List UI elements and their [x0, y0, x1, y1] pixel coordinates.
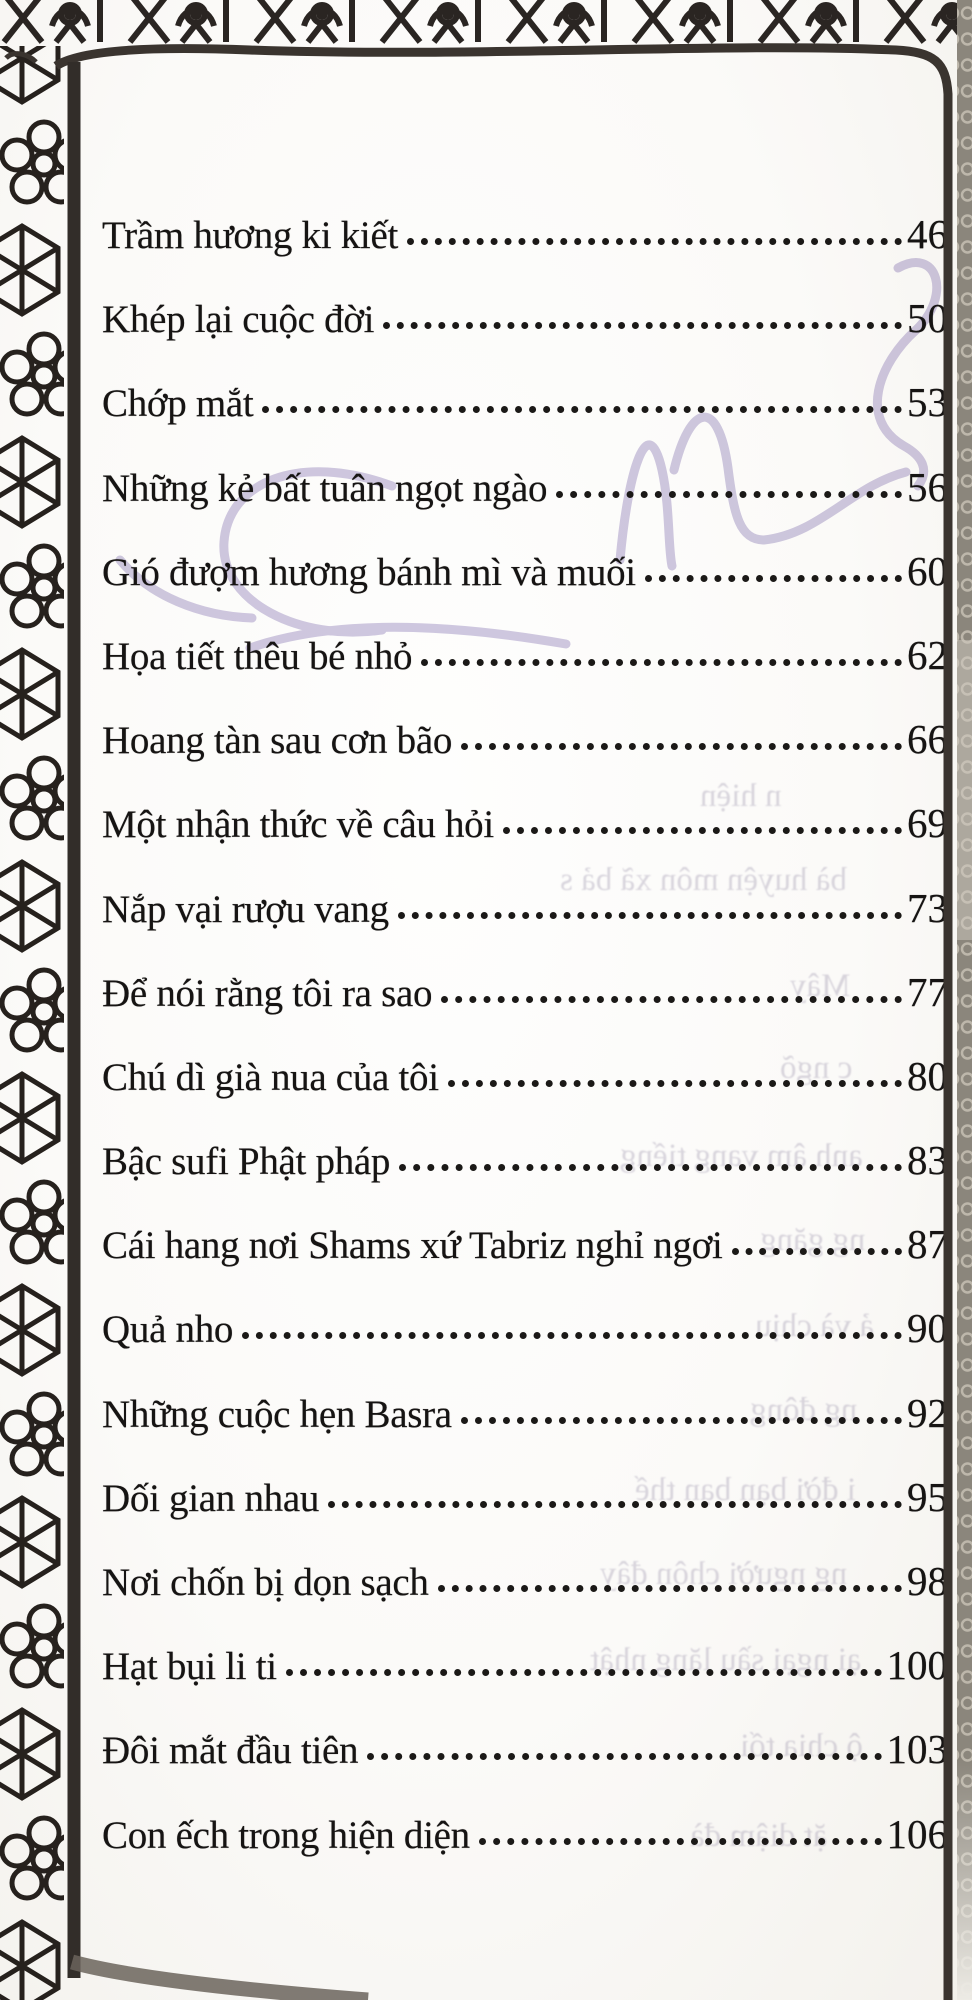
toc-entry-title: Chú dì già nua của tôi	[102, 1055, 439, 1099]
toc-entry-page: 87	[907, 1221, 948, 1268]
bleed-through-text: ặt diậm đà	[690, 1818, 828, 1854]
toc-list	[102, 186, 948, 1870]
toc-entry-title: Những kẻ bất tuân ngọt ngào	[102, 466, 548, 510]
toc-row	[102, 439, 948, 523]
dot-leader	[407, 237, 902, 245]
toc-entry-title: Trầm hương ki kiết	[102, 214, 399, 257]
toc-entry-title: Bậc sufi Phật pháp	[102, 1140, 391, 1184]
dot-leader	[262, 405, 902, 413]
toc-entry-page: 56	[907, 463, 948, 510]
bleed-through-text: ả và chịu	[755, 1308, 875, 1344]
toc-entry-page: 92	[907, 1389, 948, 1436]
toc-row	[102, 186, 948, 270]
toc-entry-page: 62	[907, 631, 948, 678]
toc-row	[102, 1617, 948, 1701]
toc-entry-title: Hạt bụi li ti	[102, 1645, 277, 1689]
bleed-through-text: ng gặng	[760, 1222, 866, 1258]
bleed-through-text: c ngõ	[780, 1050, 853, 1086]
toc-entry-page: 69	[907, 800, 948, 847]
toc-entry-title: Gió đượm hương bánh mì và muối	[102, 550, 636, 594]
dot-leader	[367, 1752, 881, 1760]
toc-entry-page: 90	[907, 1305, 948, 1352]
toc-entry-title: Họa tiết thêu bé nhỏ	[102, 634, 413, 678]
dot-leader	[421, 658, 902, 666]
toc-row	[102, 1449, 948, 1533]
toc-entry-title: Con ếch trong hiện diện	[102, 1813, 470, 1857]
toc-entry-page: 100	[886, 1642, 948, 1689]
dot-leader	[399, 1163, 902, 1171]
toc-entry-title: Khép lại cuộc đời	[102, 298, 375, 342]
dot-leader	[732, 1247, 902, 1255]
dot-leader	[242, 1331, 902, 1339]
toc-entry-title: Nắp vại rượu vang	[102, 887, 389, 931]
toc-row	[102, 1701, 948, 1785]
bleed-through-text: ộ chia tối	[740, 1728, 863, 1764]
toc-entry-title: Đôi mắt đầu tiên	[102, 1729, 359, 1773]
dot-leader	[503, 826, 902, 834]
toc-entry-page: 60	[907, 547, 948, 594]
toc-row	[102, 944, 948, 1028]
toc-entry-page: 98	[907, 1558, 948, 1604]
dot-leader	[286, 1668, 882, 1676]
toc-entry-title: Để nói rằng tôi ra sao	[102, 971, 433, 1015]
dot-leader	[645, 574, 902, 582]
dot-leader	[556, 490, 902, 498]
bleed-through-text: ng người chôn đây	[600, 1556, 848, 1592]
toc-entry-page: 95	[907, 1473, 948, 1520]
bleed-through-text: bà huyện môn xã bả s	[560, 862, 847, 898]
toc-entry-page: 77	[907, 968, 948, 1015]
toc-row	[102, 1196, 948, 1280]
toc-row	[102, 1280, 948, 1364]
toc-entry-title: Chớp mắt	[102, 382, 254, 426]
dot-leader	[383, 321, 902, 329]
toc-entry-title: Hoang tàn sau cơn bão	[102, 719, 453, 763]
toc-entry-page: 80	[907, 1052, 948, 1099]
toc-entry-title: Cái hang nơi Shams xứ Tabriz nghỉ ngơi	[102, 1224, 723, 1268]
toc-row	[102, 691, 948, 775]
toc-entry-title: Nơi chốn bị dọn sạch	[102, 1561, 429, 1604]
toc-entry-page: 73	[907, 884, 948, 931]
toc-entry-title: Dối gian nhau	[102, 1476, 320, 1520]
toc-entry-title: Một nhận thức về câu hỏi	[102, 803, 494, 847]
toc-row	[102, 607, 948, 691]
dot-leader	[438, 1584, 902, 1592]
toc-entry-title: Những cuộc hẹn Basra	[102, 1392, 452, 1436]
bleed-through-text: ng đông	[750, 1392, 858, 1428]
toc-entry-page: 106	[886, 1810, 948, 1857]
toc-row	[102, 860, 948, 944]
toc-row	[102, 775, 948, 859]
toc-entry-page: 46	[907, 211, 948, 257]
toc-row	[102, 1533, 948, 1617]
bleed-through-text: i đời bạn bạn thế	[635, 1472, 856, 1508]
dot-leader	[328, 1500, 902, 1508]
dot-leader	[461, 1416, 902, 1424]
dot-leader	[441, 995, 902, 1003]
bleed-through-text: Mây	[790, 968, 851, 1004]
dot-leader	[448, 1079, 902, 1087]
toc-entry-page: 53	[907, 379, 948, 426]
bleed-through-text: n hiện	[700, 778, 782, 814]
toc-entry-page: 83	[907, 1137, 948, 1184]
toc-row	[102, 523, 948, 607]
bleed-through-text: ại ngại sầu lặng nhật	[590, 1642, 862, 1678]
bleed-through-text: anh âm vang tiếng	[620, 1138, 863, 1174]
toc-row	[102, 1786, 948, 1870]
dot-leader	[479, 1837, 882, 1845]
toc-entry-title: Quả nho	[102, 1308, 234, 1352]
toc-row	[102, 1112, 948, 1196]
toc-row	[102, 354, 948, 438]
toc-row	[102, 1028, 948, 1112]
dot-leader	[398, 911, 902, 919]
dot-leader	[461, 742, 902, 750]
toc-entry-page: 103	[886, 1726, 948, 1773]
toc-entry-page: 50	[907, 295, 948, 342]
toc-row	[102, 1365, 948, 1449]
toc-entry-page: 66	[907, 716, 948, 763]
toc-row	[102, 270, 948, 354]
